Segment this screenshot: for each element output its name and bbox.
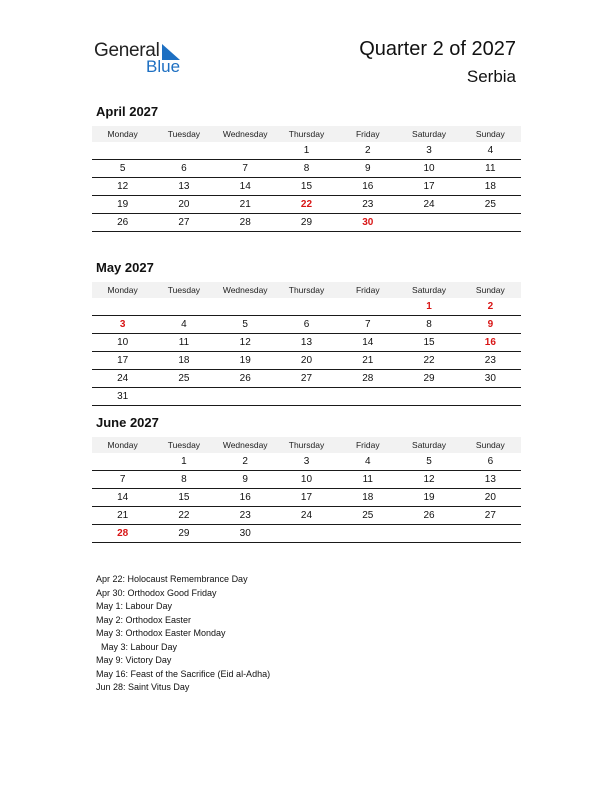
day-cell: 6 — [276, 316, 337, 334]
day-cell — [460, 525, 521, 543]
day-cell — [276, 388, 337, 406]
day-cell: 27 — [276, 370, 337, 388]
holiday-entry: May 3: Orthodox Easter Monday — [96, 628, 226, 638]
holiday-entry: May 16: Feast of the Sacrifice (Eid al-Adha) — [96, 668, 271, 679]
brand-word-general: General — [94, 40, 160, 61]
day-cell: 4 — [460, 142, 521, 160]
weekday-header: Tuesday — [153, 437, 214, 453]
week-row — [92, 507, 521, 525]
day-cell: 30 — [460, 370, 521, 388]
day-cell: 15 — [398, 334, 459, 352]
weekday-header: Sunday — [460, 282, 521, 298]
day-cell: 2 — [460, 298, 521, 316]
day-cell: 19 — [398, 489, 459, 507]
weekday-header: Monday — [92, 126, 153, 142]
weekday-header: Thursday — [276, 437, 337, 453]
day-cell: 17 — [398, 178, 459, 196]
day-cell: 14 — [215, 178, 276, 196]
week-row — [92, 196, 521, 214]
day-cell: 17 — [276, 489, 337, 507]
weekday-header: Saturday — [398, 126, 459, 142]
day-cell: 14 — [92, 489, 153, 507]
day-cell: 18 — [337, 489, 398, 507]
day-cell — [337, 525, 398, 543]
calendar-table — [92, 126, 521, 232]
day-cell: 16 — [460, 334, 521, 352]
day-cell: 18 — [153, 352, 214, 370]
country-name: Serbia — [466, 67, 516, 86]
day-cell: 29 — [276, 214, 337, 232]
day-cell: 24 — [398, 196, 459, 214]
week-row — [92, 453, 521, 471]
holiday-entry: May 3: Labour Day — [96, 641, 178, 652]
day-cell: 28 — [337, 370, 398, 388]
day-cell — [153, 388, 214, 406]
weekday-header: Saturday — [398, 282, 459, 298]
day-cell: 5 — [215, 316, 276, 334]
day-cell: 31 — [92, 388, 153, 406]
day-cell: 2 — [215, 453, 276, 471]
day-cell: 26 — [215, 370, 276, 388]
day-cell: 22 — [153, 507, 214, 525]
holiday-entry: Apr 30: Orthodox Good Friday — [96, 587, 217, 598]
day-cell — [215, 388, 276, 406]
day-cell: 1 — [398, 298, 459, 316]
day-cell: 22 — [276, 196, 337, 214]
day-cell: 23 — [337, 196, 398, 214]
day-cell: 27 — [153, 214, 214, 232]
holiday-entry: Apr 22: Holocaust Remembrance Day — [96, 574, 248, 584]
weekday-header: Wednesday — [215, 437, 276, 453]
day-cell: 12 — [215, 334, 276, 352]
day-cell: 16 — [215, 489, 276, 507]
month-june — [92, 415, 521, 543]
week-row — [92, 142, 521, 160]
week-row — [92, 298, 521, 316]
weekday-header: Friday — [337, 126, 398, 142]
day-cell — [92, 142, 153, 160]
day-cell: 29 — [153, 525, 214, 543]
day-cell: 2 — [337, 142, 398, 160]
day-cell: 16 — [337, 178, 398, 196]
day-cell: 4 — [153, 316, 214, 334]
day-cell: 25 — [460, 196, 521, 214]
day-cell: 28 — [215, 214, 276, 232]
day-cell: 9 — [460, 316, 521, 334]
day-cell: 13 — [276, 334, 337, 352]
day-cell: 10 — [92, 334, 153, 352]
weekday-header: Monday — [92, 282, 153, 298]
day-cell: 17 — [92, 352, 153, 370]
week-row — [92, 388, 521, 406]
day-cell: 9 — [215, 471, 276, 489]
day-cell: 20 — [153, 196, 214, 214]
holiday-entry: Jun 28: Saint Vitus Day — [96, 682, 190, 692]
day-cell — [276, 525, 337, 543]
day-cell: 14 — [337, 334, 398, 352]
day-cell: 10 — [398, 160, 459, 178]
month-title: June 2027 — [96, 415, 159, 430]
day-cell: 7 — [215, 160, 276, 178]
day-cell: 3 — [276, 453, 337, 471]
week-row — [92, 370, 521, 388]
month-title: April 2027 — [96, 104, 159, 119]
day-cell: 27 — [460, 507, 521, 525]
week-row — [92, 471, 521, 489]
day-cell: 22 — [398, 352, 459, 370]
day-cell: 30 — [337, 214, 398, 232]
month-title: May 2027 — [96, 260, 154, 275]
day-cell: 19 — [92, 196, 153, 214]
day-cell: 11 — [153, 334, 214, 352]
day-cell — [460, 388, 521, 406]
day-cell: 29 — [398, 370, 459, 388]
weekday-header: Sunday — [460, 126, 521, 142]
day-cell: 21 — [92, 507, 153, 525]
day-cell — [398, 525, 459, 543]
day-cell — [337, 388, 398, 406]
day-cell: 11 — [460, 160, 521, 178]
week-row — [92, 334, 521, 352]
weekday-header: Sunday — [460, 437, 521, 453]
page-title: Quarter 2 of 2027 — [359, 38, 516, 60]
day-cell — [337, 298, 398, 316]
weekday-header: Saturday — [398, 437, 459, 453]
day-cell — [398, 214, 459, 232]
day-cell: 21 — [215, 196, 276, 214]
day-cell: 25 — [337, 507, 398, 525]
weekday-header: Tuesday — [153, 126, 214, 142]
week-row — [92, 489, 521, 507]
day-cell: 13 — [460, 471, 521, 489]
day-cell: 21 — [337, 352, 398, 370]
day-cell: 13 — [153, 178, 214, 196]
day-cell — [460, 214, 521, 232]
day-cell: 5 — [92, 160, 153, 178]
day-cell: 5 — [398, 453, 459, 471]
week-row — [92, 316, 521, 334]
day-cell — [153, 298, 214, 316]
day-cell: 15 — [276, 178, 337, 196]
day-cell: 1 — [153, 453, 214, 471]
day-cell — [153, 142, 214, 160]
holiday-entry: May 2: Orthodox Easter — [96, 614, 192, 625]
day-cell: 12 — [398, 471, 459, 489]
day-cell — [215, 298, 276, 316]
day-cell: 8 — [153, 471, 214, 489]
holiday-entry: May 9: Victory Day — [96, 655, 172, 665]
brand-logo — [94, 40, 204, 80]
holiday-entry: May 1: Labour Day — [96, 601, 173, 611]
month-april — [92, 104, 521, 232]
week-row — [92, 214, 521, 232]
day-cell: 6 — [153, 160, 214, 178]
day-cell: 30 — [215, 525, 276, 543]
day-cell: 7 — [92, 471, 153, 489]
day-cell: 9 — [337, 160, 398, 178]
weekday-header: Monday — [92, 437, 153, 453]
day-cell: 8 — [276, 160, 337, 178]
day-cell: 28 — [92, 525, 153, 543]
weekday-header: Tuesday — [153, 282, 214, 298]
day-cell: 25 — [153, 370, 214, 388]
day-cell: 12 — [92, 178, 153, 196]
day-cell: 10 — [276, 471, 337, 489]
weekday-header: Thursday — [276, 282, 337, 298]
calendar-table — [92, 437, 521, 543]
day-cell: 18 — [460, 178, 521, 196]
day-cell: 6 — [460, 453, 521, 471]
day-cell: 11 — [337, 471, 398, 489]
day-cell — [276, 298, 337, 316]
day-cell: 3 — [92, 316, 153, 334]
weekday-header: Friday — [337, 282, 398, 298]
day-cell: 20 — [460, 489, 521, 507]
day-cell: 8 — [398, 316, 459, 334]
weekday-header: Thursday — [276, 126, 337, 142]
day-cell: 24 — [276, 507, 337, 525]
day-cell: 24 — [92, 370, 153, 388]
day-cell: 4 — [337, 453, 398, 471]
day-cell: 15 — [153, 489, 214, 507]
day-cell: 26 — [398, 507, 459, 525]
day-cell: 7 — [337, 316, 398, 334]
day-cell: 26 — [92, 214, 153, 232]
week-row — [92, 178, 521, 196]
day-cell: 19 — [215, 352, 276, 370]
day-cell — [215, 142, 276, 160]
day-cell: 3 — [398, 142, 459, 160]
day-cell: 23 — [460, 352, 521, 370]
brand-word-blue: Blue — [146, 57, 181, 76]
week-row — [92, 352, 521, 370]
weekday-header: Wednesday — [215, 126, 276, 142]
calendar-table — [92, 282, 521, 406]
week-row — [92, 525, 521, 543]
day-cell: 20 — [276, 352, 337, 370]
weekday-header: Friday — [337, 437, 398, 453]
holiday-list — [96, 573, 270, 695]
day-cell — [398, 388, 459, 406]
day-cell: 23 — [215, 507, 276, 525]
day-cell — [92, 298, 153, 316]
week-row — [92, 160, 521, 178]
weekday-header: Wednesday — [215, 282, 276, 298]
day-cell: 1 — [276, 142, 337, 160]
month-may — [92, 260, 521, 406]
day-cell — [92, 453, 153, 471]
